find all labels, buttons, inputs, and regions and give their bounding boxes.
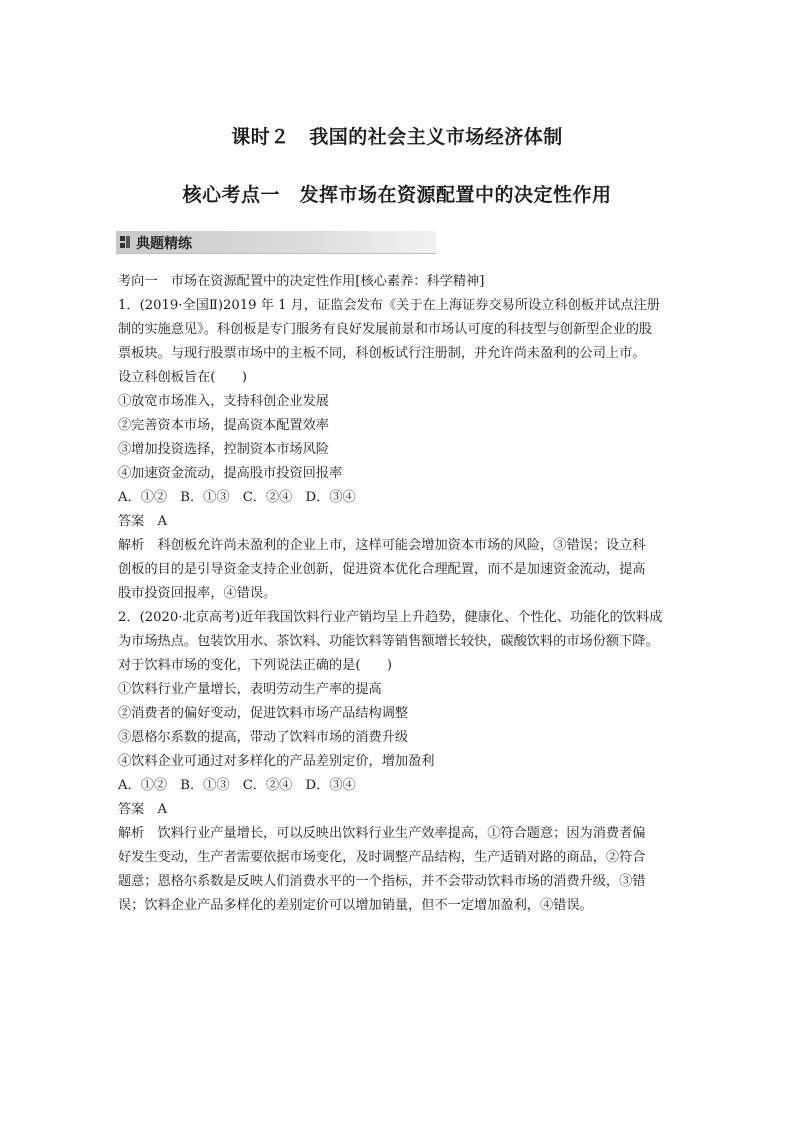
q2-analysis-line: 好发生变动，生产者需要依据市场变化，及时调整产品结构，生产适销对路的商品，②符合: [118, 850, 646, 865]
q1-analysis-line: 创板的目的是引导资金支持企业创新，促进资本优化合理配置，而不是加速资金流动，提高: [118, 562, 646, 577]
q1-stem-line: 1．(2019·全国Ⅱ)2019 年 1 月，证监会发布《关于在上海证券交易所设立科创板并试点注册: [118, 298, 660, 313]
q2-option: ②消费者的偏好变动，促进饮料市场产品结构调整: [118, 706, 409, 721]
q2-choices: A．①② B．①③ C．②④ D．③④: [118, 778, 356, 793]
q2-stem-line: 2．(2020·北京高考)近年我国饮料行业产销均呈上升趋势，健康化、个性化、功能化的饮料成: [118, 610, 663, 625]
q1-option: ③增加投资选择，控制资本市场风险: [118, 442, 329, 457]
q1-analysis-line: 股市投资回报率，④错误。: [118, 586, 277, 601]
q1-analysis-line: 解析 科创板允许尚未盈利的企业上市，这样可能会增加资本市场的风险，③错误；设立科: [118, 538, 646, 553]
q1-option: ②完善资本市场，提高资本配置效率: [118, 418, 329, 433]
q2-option: ④饮料企业可通过对多样化的产品差别定价，增加盈利: [118, 754, 435, 769]
q2-analysis-line: 解析 饮料行业产量增长，可以反映出饮料行业生产效率提高，①符合题意；因为消费者偏: [118, 826, 646, 841]
section-label: 典题精练: [136, 236, 192, 252]
topic-title: 核心考点一 发挥市场在资源配置中的决定性作用: [182, 184, 612, 206]
q1-stem-line: 票板块。与现行股票市场中的主板不同，科创板试行注册制，并允许尚未盈利的公司上市。: [118, 346, 646, 361]
q1-option: ①放宽市场准入，支持科创企业发展: [118, 394, 329, 409]
section-marker-icon: [120, 236, 130, 248]
q2-analysis-line: 题意；恩格尔系数是反映人们消费水平的一个指标，并不会带动饮料市场的消费升级，③错: [118, 874, 646, 889]
q2-stem-line: 对于饮料市场的变化，下列说法正确的是( ): [118, 658, 393, 673]
q1-stem-line: 设立科创板旨在( ): [118, 370, 247, 385]
direction-heading: 考向一 市场在资源配置中的决定性作用[核心素养：科学精神]: [118, 274, 485, 289]
q2-option: ③恩格尔系数的提高，带动了饮料市场的消费升级: [118, 730, 409, 745]
q1-option: ④加速资金流动，提高股市投资回报率: [118, 466, 343, 481]
q2-analysis-line: 误；饮料企业产品多样化的差别定价可以增加销量，但不一定增加盈利，④错误。: [118, 898, 593, 913]
lesson-title: 课时２ 我国的社会主义市场经济体制: [231, 126, 563, 148]
q2-answer: 答案 A: [118, 802, 168, 817]
q1-choices: A．①② B．①③ C．②④ D．③④: [118, 490, 356, 505]
q1-answer: 答案 A: [118, 514, 168, 529]
q1-stem-line: 制的实施意见》。科创板是专门服务有良好发展前景和市场认可度的科技型与创新型企业的股: [118, 322, 653, 337]
section-header-bar: [116, 231, 436, 254]
q2-stem-line: 为市场热点。包装饮用水、茶饮料、功能饮料等销售额增长较快，碳酸饮料的市场份额下降。: [118, 634, 659, 649]
question-body: [118, 270, 678, 918]
q2-option: ①饮料行业产量增长，表明劳动生产率的提高: [118, 682, 382, 697]
